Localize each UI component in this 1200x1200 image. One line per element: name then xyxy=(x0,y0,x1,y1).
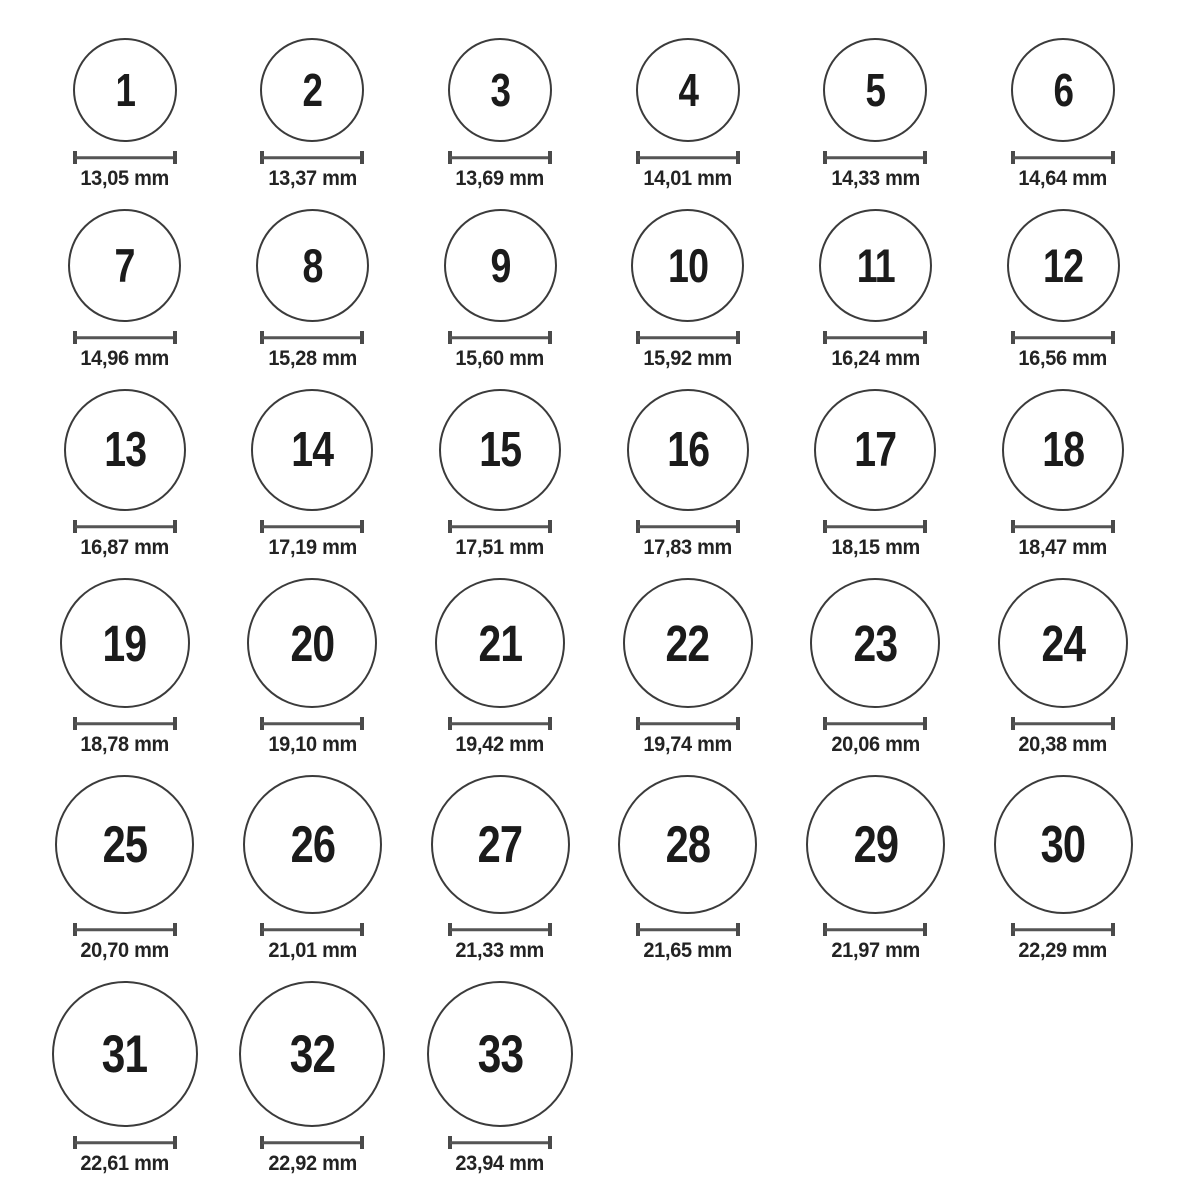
measure-cap-right-icon xyxy=(1111,923,1115,936)
measure-cap-right-icon xyxy=(736,520,740,533)
measure-bar xyxy=(262,336,362,340)
ring-circle xyxy=(60,578,190,708)
ring-size-number: 23 xyxy=(853,614,898,672)
ring-circle xyxy=(618,775,757,914)
measure-bar xyxy=(825,336,925,340)
ring-size-item-23 xyxy=(782,578,970,757)
ring-size-number: 29 xyxy=(853,815,898,874)
diameter-measure-line xyxy=(73,1136,177,1149)
measure-cap-right-icon xyxy=(173,331,177,344)
diameter-label: 16,56 mm xyxy=(1018,347,1108,370)
diameter-label: 19,10 mm xyxy=(268,733,357,756)
diameter-measure-line xyxy=(448,923,552,936)
diameter-measure-line xyxy=(448,717,552,730)
measure-cap-right-icon xyxy=(923,717,927,730)
measure-cap-right-icon xyxy=(173,151,177,164)
diameter-label: 23,94 mm xyxy=(455,1152,545,1175)
diameter-measure-line xyxy=(823,331,927,344)
ring-size-number: 3 xyxy=(490,64,510,116)
ring-circle xyxy=(247,578,377,708)
ring-circle xyxy=(998,578,1128,708)
measure-bar xyxy=(450,1141,550,1145)
ring-size-item-11 xyxy=(782,209,970,371)
diameter-measure-line xyxy=(448,520,552,533)
ring-size-number: 10 xyxy=(667,239,708,292)
measure-bar xyxy=(75,336,175,340)
diameter-measure-line xyxy=(1011,520,1115,533)
diameter-measure-line xyxy=(260,151,364,164)
diameter-label: 14,96 mm xyxy=(80,347,170,370)
ring-size-item-24 xyxy=(969,578,1157,757)
measure-cap-right-icon xyxy=(548,331,552,344)
ring-size-item-20 xyxy=(219,578,407,757)
ring-circle xyxy=(52,981,198,1127)
ring-size-number: 2 xyxy=(302,64,323,116)
measure-cap-right-icon xyxy=(923,151,927,164)
diameter-label: 15,60 mm xyxy=(455,347,545,370)
diameter-measure-line xyxy=(448,331,552,344)
ring-circle xyxy=(73,38,177,142)
measure-cap-right-icon xyxy=(548,923,552,936)
ring-circle xyxy=(260,38,364,142)
measure-cap-right-icon xyxy=(360,717,364,730)
measure-bar xyxy=(825,928,925,932)
ring-circle xyxy=(435,578,565,708)
diameter-measure-line xyxy=(73,331,177,344)
measure-cap-right-icon xyxy=(736,331,740,344)
measure-bar xyxy=(450,525,550,529)
chart-row xyxy=(0,38,1200,191)
ring-size-item-29 xyxy=(782,775,970,963)
diameter-label: 17,51 mm xyxy=(455,536,545,559)
measure-bar xyxy=(638,156,738,160)
diameter-label: 22,29 mm xyxy=(1018,939,1108,962)
diameter-measure-line xyxy=(73,520,177,533)
ring-size-number: 11 xyxy=(856,239,895,292)
ring-circle xyxy=(1002,389,1124,511)
measure-cap-right-icon xyxy=(548,717,552,730)
diameter-label: 18,47 mm xyxy=(1018,536,1108,559)
ring-circle xyxy=(239,981,385,1127)
diameter-measure-line xyxy=(636,520,740,533)
diameter-measure-line xyxy=(823,151,927,164)
diameter-measure-line xyxy=(636,151,740,164)
diameter-measure-line xyxy=(260,1136,364,1149)
ring-circle xyxy=(64,389,186,511)
measure-cap-right-icon xyxy=(360,923,364,936)
measure-cap-right-icon xyxy=(548,151,552,164)
ring-circle xyxy=(806,775,945,914)
diameter-measure-line xyxy=(448,151,552,164)
diameter-measure-line xyxy=(1011,923,1115,936)
ring-size-number: 24 xyxy=(1041,614,1086,672)
diameter-label: 19,42 mm xyxy=(455,733,545,756)
ring-size-number: 1 xyxy=(114,64,135,116)
ring-size-number: 28 xyxy=(665,815,711,874)
chart-row xyxy=(0,389,1200,560)
ring-size-number: 12 xyxy=(1043,239,1084,292)
diameter-measure-line xyxy=(823,923,927,936)
diameter-label: 20,06 mm xyxy=(831,733,920,756)
ring-circle xyxy=(68,209,181,322)
measure-cap-right-icon xyxy=(736,151,740,164)
measure-bar xyxy=(262,928,362,932)
diameter-label: 20,70 mm xyxy=(80,939,170,962)
measure-cap-right-icon xyxy=(360,520,364,533)
ring-size-number: 25 xyxy=(102,815,148,874)
measure-bar xyxy=(450,336,550,340)
measure-cap-right-icon xyxy=(360,331,364,344)
diameter-measure-line xyxy=(260,923,364,936)
ring-size-item-7 xyxy=(31,209,219,371)
measure-cap-right-icon xyxy=(360,151,364,164)
measure-cap-right-icon xyxy=(736,923,740,936)
ring-size-item-21 xyxy=(406,578,594,757)
diameter-label: 21,97 mm xyxy=(831,939,920,962)
ring-size-item-16 xyxy=(594,389,782,560)
ring-size-number: 7 xyxy=(114,239,135,292)
diameter-measure-line xyxy=(73,151,177,164)
diameter-measure-line xyxy=(448,1136,552,1149)
measure-bar xyxy=(638,928,738,932)
ring-size-number: 9 xyxy=(490,239,511,292)
measure-cap-right-icon xyxy=(1111,151,1115,164)
diameter-label: 21,33 mm xyxy=(455,939,545,962)
ring-size-item-9 xyxy=(406,209,594,371)
diameter-measure-line xyxy=(73,923,177,936)
measure-bar xyxy=(638,336,738,340)
measure-bar xyxy=(75,1141,175,1145)
ring-circle xyxy=(636,38,740,142)
chart-row xyxy=(0,775,1200,963)
diameter-measure-line xyxy=(823,717,927,730)
ring-circle xyxy=(55,775,194,914)
measure-cap-right-icon xyxy=(923,520,927,533)
measure-bar xyxy=(450,156,550,160)
measure-bar xyxy=(75,156,175,160)
diameter-label: 21,01 mm xyxy=(268,939,357,962)
ring-size-item-3 xyxy=(406,38,594,191)
ring-size-item-8 xyxy=(219,209,407,371)
ring-size-number: 27 xyxy=(477,815,523,874)
diameter-measure-line xyxy=(636,717,740,730)
ring-circle xyxy=(427,981,573,1127)
diameter-label: 20,38 mm xyxy=(1018,733,1108,756)
ring-circle xyxy=(627,389,749,511)
ring-size-number: 8 xyxy=(302,239,323,292)
measure-cap-right-icon xyxy=(1111,520,1115,533)
ring-size-number: 14 xyxy=(291,422,334,477)
ring-circle xyxy=(439,389,561,511)
measure-bar xyxy=(450,928,550,932)
ring-size-number: 13 xyxy=(103,422,146,477)
measure-bar xyxy=(75,722,175,726)
diameter-measure-line xyxy=(1011,151,1115,164)
measure-bar xyxy=(638,525,738,529)
ring-size-item-18 xyxy=(969,389,1157,560)
measure-cap-right-icon xyxy=(1111,331,1115,344)
measure-cap-right-icon xyxy=(173,923,177,936)
measure-bar xyxy=(1013,525,1113,529)
diameter-measure-line xyxy=(636,923,740,936)
measure-bar xyxy=(1013,156,1113,160)
measure-bar xyxy=(75,525,175,529)
ring-size-number: 16 xyxy=(666,422,709,477)
ring-size-item-22 xyxy=(594,578,782,757)
diameter-measure-line xyxy=(823,520,927,533)
measure-bar xyxy=(75,928,175,932)
measure-bar xyxy=(262,722,362,726)
measure-bar xyxy=(262,156,362,160)
ring-circle xyxy=(631,209,744,322)
ring-size-number: 15 xyxy=(479,422,522,477)
ring-size-item-14 xyxy=(219,389,407,560)
ring-size-item-28 xyxy=(594,775,782,963)
diameter-label: 14,64 mm xyxy=(1018,167,1108,190)
ring-circle xyxy=(623,578,753,708)
ring-size-number: 21 xyxy=(478,614,523,672)
ring-size-number: 17 xyxy=(854,422,897,477)
ring-size-item-2 xyxy=(219,38,407,191)
diameter-label: 13,05 mm xyxy=(80,167,170,190)
diameter-measure-line xyxy=(260,717,364,730)
diameter-measure-line xyxy=(260,331,364,344)
ring-size-number: 33 xyxy=(477,1024,523,1084)
ring-size-number: 18 xyxy=(1042,422,1085,477)
ring-size-item-27 xyxy=(406,775,594,963)
diameter-label: 14,01 mm xyxy=(643,167,733,190)
measure-bar xyxy=(825,525,925,529)
measure-bar xyxy=(638,722,738,726)
ring-size-number: 19 xyxy=(102,614,147,672)
ring-size-number: 6 xyxy=(1053,64,1073,116)
ring-size-item-10 xyxy=(594,209,782,371)
measure-bar xyxy=(825,156,925,160)
diameter-label: 17,19 mm xyxy=(268,536,357,559)
ring-circle xyxy=(994,775,1133,914)
chart-row xyxy=(0,209,1200,371)
chart-row xyxy=(0,578,1200,757)
ring-circle xyxy=(810,578,940,708)
ring-size-number: 32 xyxy=(289,1024,336,1084)
diameter-label: 15,92 mm xyxy=(643,347,733,370)
measure-cap-right-icon xyxy=(173,1136,177,1149)
diameter-label: 16,24 mm xyxy=(831,347,920,370)
ring-size-item-17 xyxy=(782,389,970,560)
measure-bar xyxy=(262,1141,362,1145)
measure-cap-right-icon xyxy=(173,717,177,730)
measure-cap-right-icon xyxy=(736,717,740,730)
ring-size-item-13 xyxy=(31,389,219,560)
ring-size-item-6 xyxy=(969,38,1157,191)
ring-size-item-5 xyxy=(782,38,970,191)
ring-size-number: 30 xyxy=(1040,815,1086,874)
measure-bar xyxy=(1013,928,1113,932)
measure-bar xyxy=(1013,336,1113,340)
ring-circle xyxy=(431,775,570,914)
ring-size-item-26 xyxy=(219,775,407,963)
ring-size-item-15 xyxy=(406,389,594,560)
ring-size-number: 22 xyxy=(665,614,710,672)
ring-circle xyxy=(1007,209,1120,322)
ring-size-item-12 xyxy=(969,209,1157,371)
diameter-measure-line xyxy=(73,717,177,730)
diameter-measure-line xyxy=(636,331,740,344)
diameter-label: 17,83 mm xyxy=(643,536,733,559)
measure-cap-right-icon xyxy=(923,923,927,936)
ring-size-item-30 xyxy=(969,775,1157,963)
diameter-label: 22,61 mm xyxy=(80,1152,170,1175)
ring-size-item-32 xyxy=(219,981,407,1176)
ring-size-number: 5 xyxy=(865,64,886,116)
measure-bar xyxy=(1013,722,1113,726)
diameter-measure-line xyxy=(260,520,364,533)
measure-cap-right-icon xyxy=(360,1136,364,1149)
diameter-label: 15,28 mm xyxy=(268,347,357,370)
ring-circle xyxy=(1011,38,1115,142)
measure-cap-right-icon xyxy=(173,520,177,533)
measure-bar xyxy=(262,525,362,529)
ring-circle xyxy=(243,775,382,914)
ring-circle xyxy=(819,209,932,322)
ring-circle xyxy=(823,38,927,142)
ring-circle xyxy=(448,38,552,142)
diameter-label: 13,69 mm xyxy=(455,167,545,190)
measure-cap-right-icon xyxy=(548,520,552,533)
ring-size-item-4 xyxy=(594,38,782,191)
ring-size-item-1 xyxy=(31,38,219,191)
diameter-label: 21,65 mm xyxy=(643,939,733,962)
ring-circle xyxy=(814,389,936,511)
ring-circle xyxy=(444,209,557,322)
ring-size-item-33 xyxy=(406,981,594,1176)
measure-cap-right-icon xyxy=(548,1136,552,1149)
diameter-label: 22,92 mm xyxy=(268,1152,357,1175)
chart-row xyxy=(0,981,1200,1176)
diameter-measure-line xyxy=(1011,717,1115,730)
ring-size-item-19 xyxy=(31,578,219,757)
ring-size-item-31 xyxy=(31,981,219,1176)
measure-cap-right-icon xyxy=(923,331,927,344)
diameter-label: 14,33 mm xyxy=(831,167,920,190)
diameter-label: 19,74 mm xyxy=(643,733,733,756)
measure-bar xyxy=(450,722,550,726)
ring-size-number: 26 xyxy=(290,815,335,874)
diameter-label: 18,78 mm xyxy=(80,733,170,756)
ring-size-item-25 xyxy=(31,775,219,963)
diameter-label: 16,87 mm xyxy=(80,536,170,559)
ring-circle xyxy=(251,389,373,511)
diameter-label: 13,37 mm xyxy=(268,167,357,190)
ring-circle xyxy=(256,209,369,322)
measure-cap-right-icon xyxy=(1111,717,1115,730)
diameter-measure-line xyxy=(1011,331,1115,344)
ring-size-number: 31 xyxy=(102,1024,148,1084)
measure-bar xyxy=(825,722,925,726)
ring-size-number: 4 xyxy=(677,64,698,116)
diameter-label: 18,15 mm xyxy=(831,536,920,559)
ring-size-number: 20 xyxy=(290,614,335,672)
